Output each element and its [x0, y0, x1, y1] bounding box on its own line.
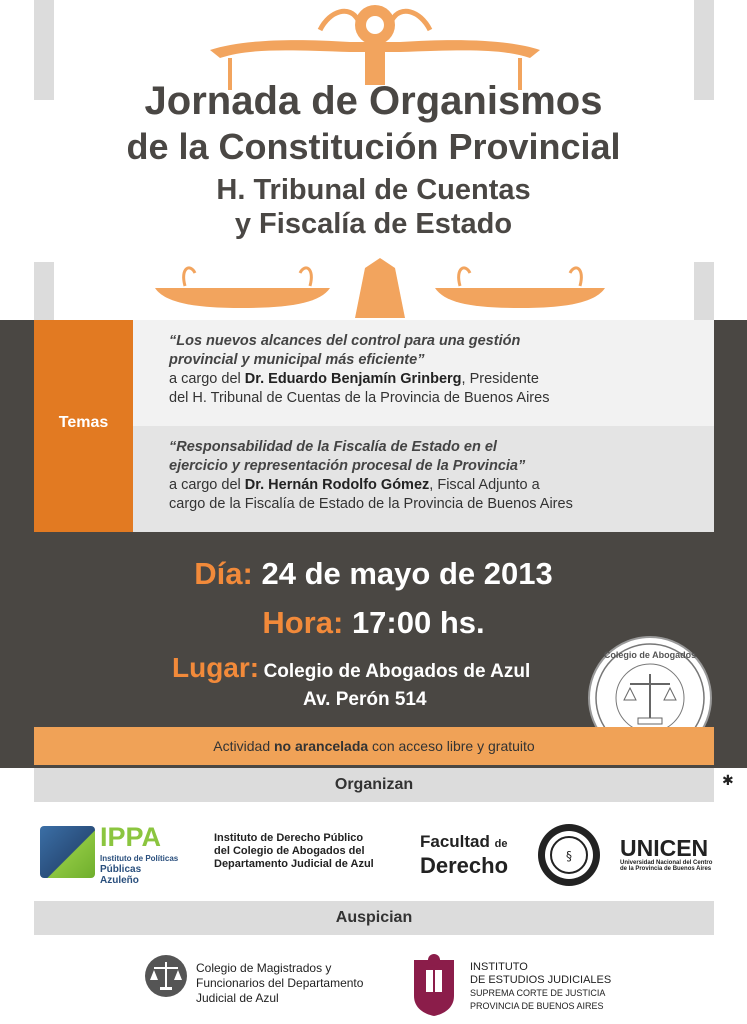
lugar-value: Colegio de Abogados de Azul: [263, 661, 531, 682]
facultad-de: de: [494, 838, 508, 850]
decor-bar-right-bottom: [694, 262, 714, 320]
facultad-line1: Facultad: [420, 832, 490, 851]
ippa-sub2: Públicas Azuleño: [100, 864, 142, 886]
event-address: Av. Perón 514: [303, 689, 427, 710]
topic-1-role: del H. Tribunal de Cuentas de la Provincia de Buenos Aires: [169, 390, 550, 406]
instituto-ej-line2: DE ESTUDIOS JUDICIALES: [470, 974, 612, 986]
activity-suffix: con acceso libre y gratuito: [368, 738, 535, 754]
instituto-estudios-judiciales-icon: [408, 952, 460, 1018]
activity-banner: [34, 727, 714, 765]
topic-2-by-suffix: , Fiscal Adjunto a: [429, 477, 540, 493]
colegio-line3: Judicial de Azul: [196, 991, 279, 1005]
dia-label: Día:: [194, 556, 253, 591]
topic-2: [133, 426, 714, 532]
instituto-ej-line4: PROVINCIA DE BUENOS AIRES: [470, 1001, 604, 1011]
topic-1: [133, 320, 714, 426]
colegio-line1: Colegio de Magistrados y: [196, 961, 332, 975]
page-subtitle-line2: y Fiscalía de Estado: [234, 208, 513, 240]
instituto-line2: del Colegio de Abogados del: [214, 845, 365, 857]
dia-value: 24 de mayo de 2013: [261, 556, 553, 591]
seal-top-text: Colegio de Abogados: [603, 650, 697, 660]
facultad-line2: Derecho: [420, 853, 509, 878]
activity-bold: no arancelada: [274, 738, 369, 754]
page-subtitle-line1: H. Tribunal de Cuentas: [216, 174, 531, 206]
auspician-band: Auspician: [34, 901, 714, 935]
topic-1-by-prefix: a cargo del: [169, 371, 245, 387]
topic-2-speaker: Dr. Hernán Rodolfo Gómez: [244, 477, 430, 493]
ippa-name: IPPA: [100, 822, 162, 852]
topic-2-quote-line1: “Responsabilidad de la Fiscalía de Estado en el: [169, 439, 497, 455]
instituto-estudios-text: [470, 961, 611, 1013]
colegio-line2: Funcionarios del Departamento: [196, 976, 364, 990]
university-seal-icon: [533, 822, 605, 888]
instituto-ej-line3: SUPREMA CORTE DE JUSTICIA: [470, 988, 606, 998]
unicen-logo: [620, 836, 712, 872]
ippa-logo: [40, 822, 180, 884]
colegio-magistrados-icon: [144, 954, 188, 998]
instituto-line3: Departamento Judicial de Azul: [214, 858, 374, 870]
hora-value: 17:00 hs.: [351, 605, 485, 640]
facultad-derecho-logo: [420, 832, 508, 878]
scale-pans-icon: [150, 258, 610, 320]
unicen-name: UNICEN: [620, 835, 709, 861]
event-date: [0, 554, 747, 594]
colegio-magistrados-text: [196, 961, 363, 1006]
instituto-ej-line1: INSTITUTO: [470, 961, 528, 973]
event-place: [172, 650, 592, 691]
page-title-line1: Jornada de Organismos: [144, 79, 603, 123]
topic-2-by-prefix: a cargo del: [169, 477, 245, 493]
decor-bar-left-bottom: [34, 262, 54, 320]
topic-1-quote-line1: “Los nuevos alcances del control para una gestión: [169, 333, 521, 349]
topic-1-quote-line2: provincial y municipal más eficiente”: [169, 352, 425, 368]
instituto-derecho-publico: [214, 832, 374, 871]
temas-label: Temas: [58, 414, 109, 431]
topic-1-speaker: Dr. Eduardo Benjamín Grinberg: [244, 371, 462, 387]
svg-text:§: §: [566, 849, 572, 863]
ippa-sub1: Instituto de Políticas: [100, 854, 179, 863]
organizan-band: Organizan: [34, 768, 714, 802]
topic-2-role: cargo de la Fiscalía de Estado de la Provincia de Buenos Aires: [169, 496, 573, 512]
topic-2-quote-line2: ejercicio y representación procesal de la Provincia”: [169, 458, 526, 474]
activity-prefix: Actividad: [213, 738, 274, 754]
topic-1-by-suffix: , Presidente: [461, 371, 539, 387]
unicen-sub2: de la Provincia de Buenos Aires: [620, 866, 712, 872]
asterisk-icon: ✱: [722, 772, 734, 788]
unicen-sub1: Universidad Nacional del Centro: [620, 860, 713, 866]
ippa-emblem-icon: [40, 826, 95, 878]
page-title-line2: de la Constitución Provincial: [126, 126, 621, 167]
hora-label: Hora:: [262, 605, 344, 640]
lugar-label: Lugar:: [172, 652, 260, 683]
instituto-line1: Instituto de Derecho Público: [214, 832, 364, 844]
